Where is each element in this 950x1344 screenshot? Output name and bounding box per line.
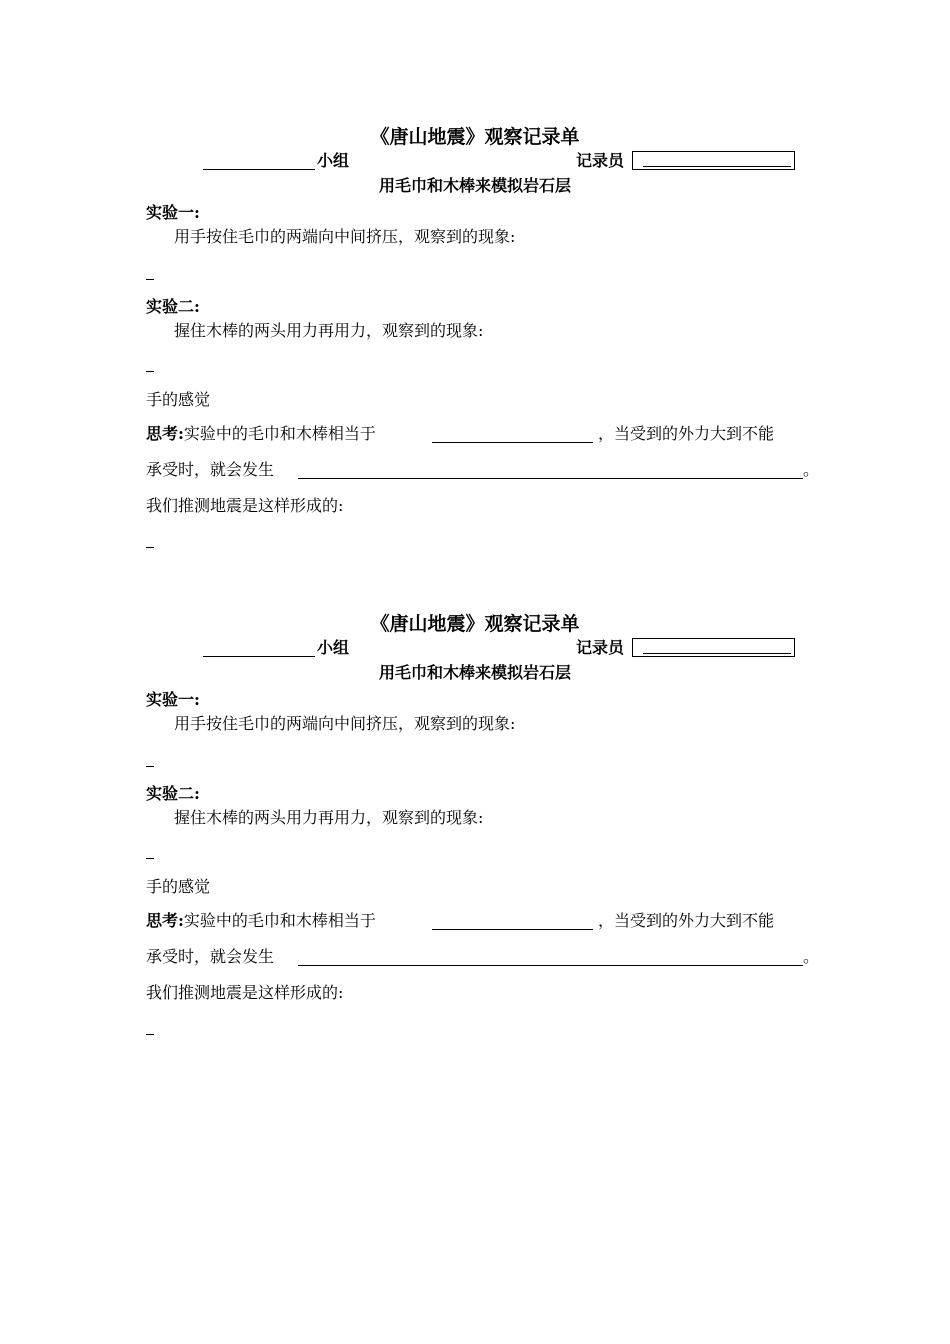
experiment1-heading: 实验一: — [146, 690, 200, 709]
sheet-subtitle: 用毛巾和木棒来模拟岩石层 — [378, 176, 571, 195]
experiment2-answer-blank[interactable] — [146, 858, 154, 859]
sheet-title: 《唐山地震》观察记录单 — [370, 613, 580, 635]
group-name-blank[interactable] — [203, 169, 315, 170]
observation-sheet-1 — [0, 118, 950, 588]
experiment2-answer-blank[interactable] — [146, 371, 154, 372]
thinking-continuation: 承受时，就会发生 — [146, 460, 275, 479]
experiment2-instruction: 握住木棒的两头用力再用力，观察到的现象: — [174, 808, 484, 827]
thinking-line — [146, 911, 376, 931]
group-label: 小组 — [317, 638, 350, 657]
group-label: 小组 — [317, 151, 350, 170]
thinking-period: 。 — [803, 460, 820, 479]
thinking-text-continued: ，当受到的外力大到不能 — [598, 911, 775, 930]
experiment1-instruction: 用手按住毛巾的两端向中间挤压，观察到的现象: — [174, 227, 516, 246]
result-answer-blank[interactable] — [298, 478, 803, 479]
sheet-title: 《唐山地震》观察记录单 — [370, 126, 580, 148]
thinking-period: 。 — [803, 947, 820, 966]
experiment1-answer-blank[interactable] — [146, 279, 154, 280]
recorder-label: 记录员 — [576, 638, 625, 657]
experiment1-heading: 实验一: — [146, 203, 200, 222]
inference-prompt: 我们推测地震是这样形成的: — [146, 983, 344, 1002]
hand-feeling-label: 手的感觉 — [146, 877, 211, 896]
equivalent-answer-blank[interactable] — [432, 929, 593, 930]
hand-feeling-label: 手的感觉 — [146, 390, 211, 409]
experiment1-answer-blank[interactable] — [146, 766, 154, 767]
experiment2-heading: 实验二: — [146, 784, 200, 803]
experiment2-heading: 实验二: — [146, 297, 200, 316]
observation-sheet-2 — [0, 605, 950, 1075]
recorder-name-field[interactable] — [632, 151, 795, 170]
inference-prompt: 我们推测地震是这样形成的: — [146, 496, 344, 515]
thinking-text-continued: ，当受到的外力大到不能 — [598, 424, 775, 443]
recorder-label: 记录员 — [576, 151, 625, 170]
thinking-label: 思考: — [146, 911, 184, 930]
recorder-name-field[interactable] — [632, 638, 795, 657]
result-answer-blank[interactable] — [298, 965, 803, 966]
experiment1-instruction: 用手按住毛巾的两端向中间挤压，观察到的现象: — [174, 714, 516, 733]
inference-answer-blank[interactable] — [146, 1034, 154, 1035]
group-name-blank[interactable] — [203, 656, 315, 657]
thinking-text: 实验中的毛巾和木棒相当于 — [183, 911, 376, 930]
thinking-label: 思考: — [146, 424, 184, 443]
thinking-continuation: 承受时，就会发生 — [146, 947, 275, 966]
experiment2-instruction: 握住木棒的两头用力再用力，观察到的现象: — [174, 321, 484, 340]
inference-answer-blank[interactable] — [146, 547, 154, 548]
thinking-text: 实验中的毛巾和木棒相当于 — [183, 424, 376, 443]
sheet-subtitle: 用毛巾和木棒来模拟岩石层 — [378, 663, 571, 682]
thinking-line — [146, 424, 376, 444]
equivalent-answer-blank[interactable] — [432, 442, 593, 443]
